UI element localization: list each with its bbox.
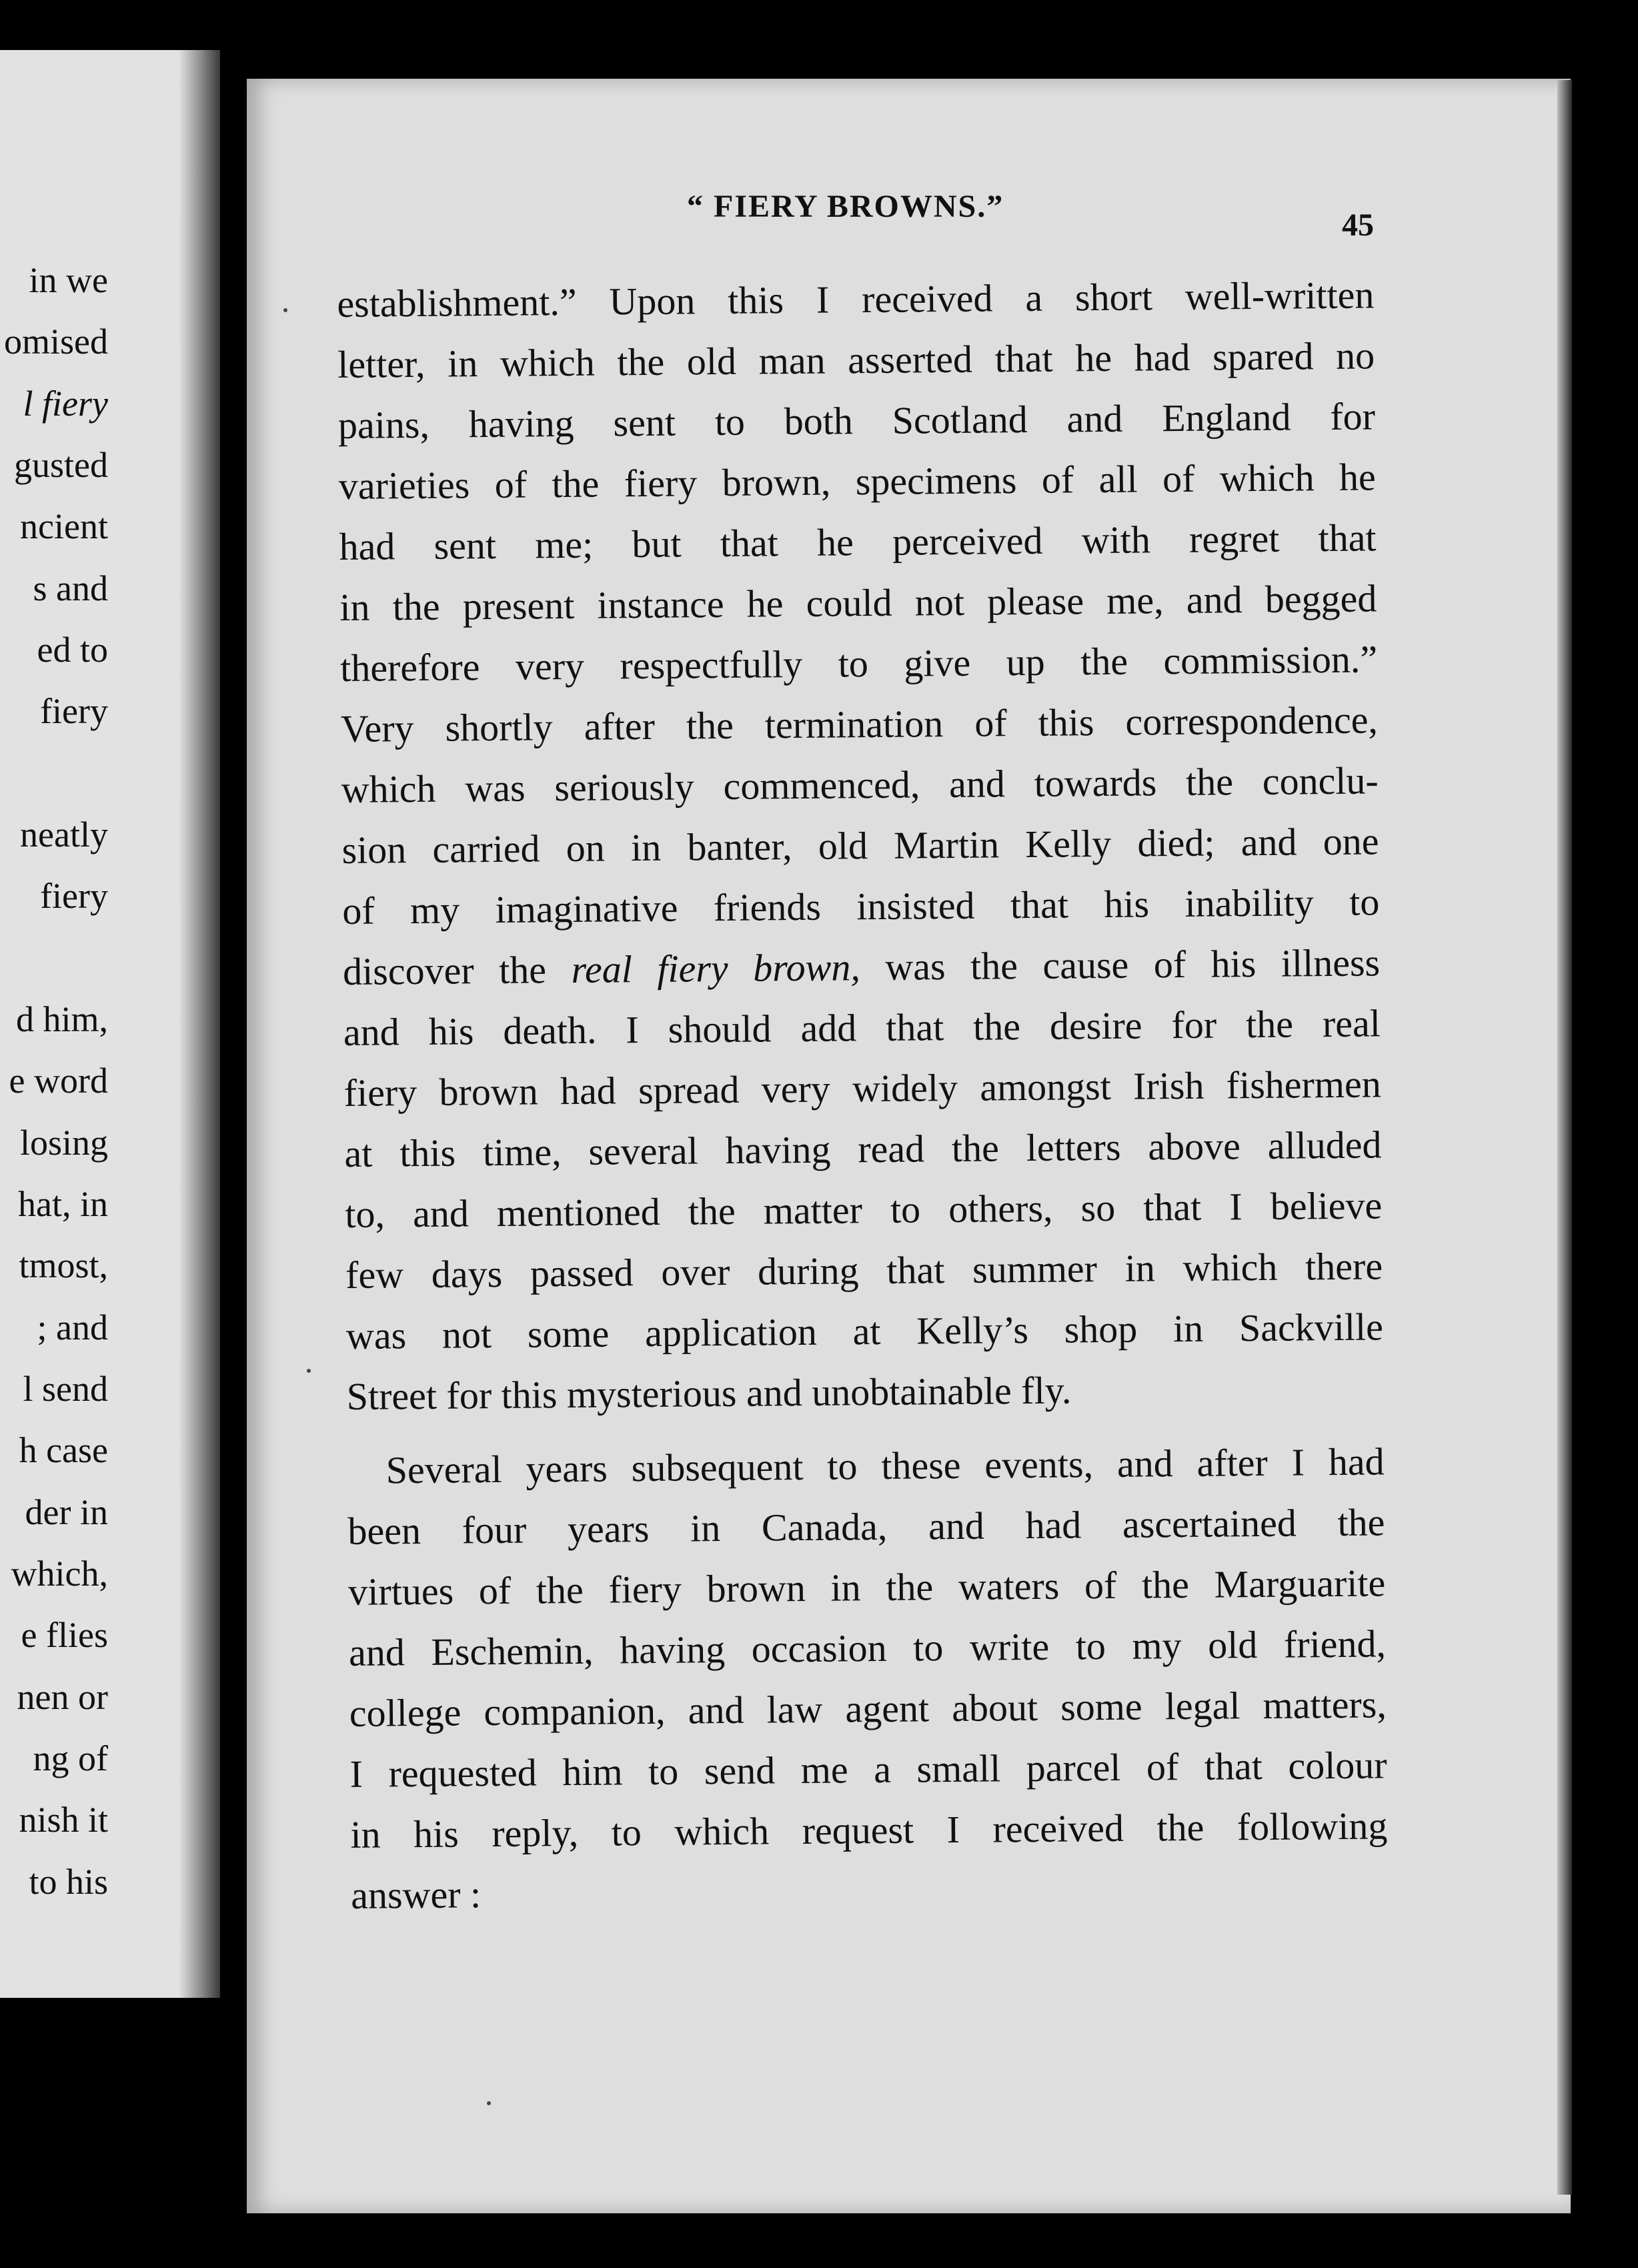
text-line: fiery brown had spread very widely amongst Irish fishermen: [343, 1062, 1381, 1115]
running-head: “ FIERY BROWNS.”: [687, 189, 1004, 224]
left-page-line: which,: [11, 1554, 108, 1594]
left-page-line: gusted: [14, 445, 108, 485]
text-line: in the present instance he could not please me, and begged: [339, 576, 1377, 629]
text-line: which was seriously commenced, and towards the conclu-: [341, 758, 1379, 811]
left-page-line: nen or: [17, 1677, 108, 1717]
print-speck: [283, 308, 287, 312]
text-line: at this time, several having read the letters above alluded: [344, 1123, 1382, 1175]
text-line: Street for this mysterious and unobtainable fly.: [346, 1368, 1072, 1418]
left-page-line: d him,: [15, 999, 108, 1039]
left-page-line: ncient: [20, 506, 108, 546]
text-line: answer :: [350, 1872, 482, 1917]
left-page-line: in we: [29, 260, 108, 300]
text-line: I requested him to send me a small parcel of that colour: [349, 1743, 1387, 1796]
left-page-line: tmost,: [19, 1245, 108, 1285]
italic-phrase: real fiery brown,: [571, 945, 861, 991]
left-page-line: s and: [33, 568, 108, 608]
left-page-line: ng of: [33, 1738, 108, 1778]
text-line: pains, having sent to both Scotland and England for: [337, 394, 1376, 447]
left-page-line: der in: [25, 1492, 108, 1532]
left-page-line: e word: [9, 1061, 108, 1101]
left-page-line: ; and: [37, 1307, 108, 1347]
text-line: therefore very respectfully to give up the commission.”: [339, 637, 1378, 690]
left-page-line: l send: [23, 1369, 108, 1409]
text-line: to, and mentioned the matter to others, so that I believe: [345, 1183, 1383, 1236]
left-facing-page: [0, 50, 220, 1998]
text-line: been four years in Canada, and had ascertained the: [347, 1500, 1385, 1553]
left-page-line: neatly: [20, 814, 108, 855]
text-line: sion carried on in banter, old Martin Kelly died; and one: [341, 819, 1379, 872]
text-segment: was the cause of his illness: [860, 941, 1381, 989]
text-line: virtues of the fiery brown in the waters of the Marguarite: [347, 1561, 1386, 1614]
text-line: had sent me; but that he perceived with regret that: [339, 516, 1377, 568]
text-line: Several years subsequent to these events, and after I had: [385, 1440, 1385, 1492]
print-speck: [487, 2101, 491, 2105]
text-line: varieties of the fiery brown, specimens of all of which he: [338, 455, 1377, 508]
page-edge: [1557, 80, 1572, 2195]
text-line: of my imaginative friends insisted that his inability to: [342, 880, 1380, 933]
left-page-line: l fiery: [23, 384, 108, 424]
text-line: letter, in which the old man asserted that he had spared no: [337, 334, 1375, 386]
left-page-line: hat, in: [18, 1184, 108, 1224]
left-page-line: nish it: [19, 1800, 108, 1840]
text-line: establishment.” Upon this I received a short well-written: [337, 273, 1375, 326]
text-line: [343, 932, 1381, 1002]
left-page-line: ed to: [37, 630, 108, 670]
text-line: was not some application at Kelly’s shop in Sackville: [345, 1305, 1384, 1357]
text-line: Very shortly after the termination of this correspondence,: [340, 698, 1379, 750]
text-line: and his death. I should add that the desire for the real: [343, 1001, 1381, 1054]
left-page-line: fiery: [40, 691, 108, 731]
left-page-line: losing: [19, 1123, 108, 1163]
left-page-line: omised: [4, 322, 108, 362]
text-line: few days passed over during that summer in which there: [345, 1244, 1383, 1297]
gutter-shadow: [179, 50, 220, 1998]
left-page-line: e flies: [21, 1615, 108, 1655]
left-page-line: fiery: [40, 876, 108, 916]
page-number: 45: [1342, 207, 1374, 243]
left-page-line: to his: [29, 1862, 108, 1902]
print-speck: [307, 1369, 311, 1373]
text-line: in his reply, to which request I received the following: [350, 1804, 1388, 1856]
text-segment: discover the: [342, 947, 572, 993]
text-line: and Eschemin, having occasion to write to my old friend,: [348, 1622, 1387, 1674]
left-page-line: h case: [19, 1430, 108, 1470]
text-line: college companion, and law agent about some legal matters,: [349, 1682, 1387, 1735]
body-text: [337, 264, 1389, 1925]
